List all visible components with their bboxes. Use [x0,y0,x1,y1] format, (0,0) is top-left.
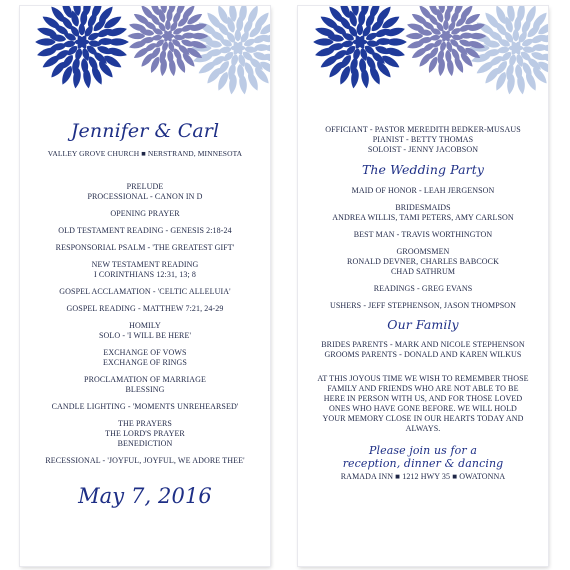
flower-petal [35,38,55,45]
officiant-line: OFFICIANT - PASTOR MEREDITH BEDKER-MUSAUS [325,125,521,134]
reception-invite-line: Please join us for a [368,444,477,457]
ceremony-line: PROCLAMATION OF MARRIAGE [84,375,206,384]
ceremony-line: RECESSIONAL - 'JOYFUL, JOYFUL, WE ADORE THEE' [45,456,245,465]
ceremony-line: OPENING PRAYER [110,209,180,218]
wedding-party-line: USHERS - JEFF STEPHENSON, JASON THOMPSON [329,301,517,310]
remembrance-line: YOUR MEMORY CLOSE IN OUR HEARTS TODAY AND [322,414,524,423]
ceremony-line: PRELUDE [126,182,164,191]
ceremony-line: NEW TESTAMENT READING [91,260,199,269]
remembrance-line: HERE IN PERSON WITH US, AND FOR THOSE LOVED [323,394,523,403]
ceremony-line: GOSPEL READING - MATTHEW 7:21, 24-29 [66,304,224,313]
pianist-line: PIANIST - BETTY THOMAS [372,135,474,144]
venue-line: VALLEY GROVE CHURCH ■ NERSTRAND, MINNESOTA [47,149,243,158]
floral-header-decoration [20,6,270,111]
remembrance-line: ALWAYS. [405,424,441,433]
ceremony-line: GOSPEL ACCLAMATION - 'CELTIC ALLELUIA' [59,287,231,296]
program-card-left [20,6,270,566]
ceremony-line: SOLO - 'I WILL BE HERE' [98,331,192,340]
ceremony-line: I CORINTHIANS 12:31, 13; 8 [94,270,196,279]
wedding-party-line: CHAD SATHRUM [390,267,456,276]
flower-bloom [191,6,270,95]
reception-venue: RAMADA INN ■ 1212 HWY 35 ■ OWATONNA [340,472,506,481]
remembrance-line: AT THIS JOYOUS TIME WE WISH TO REMEMBER THOSE [317,374,529,383]
wedding-party-line: RONALD DEVNER, CHARLES BABCOCK [347,257,499,266]
wedding-date: May 7, 2016 [78,484,212,508]
wedding-party-line: GROOMSMEN [396,247,450,256]
remembrance-line: FAMILY AND FRIENDS WHO ARE NOT ABLE TO BE [327,384,519,393]
couple-names: Jennifer & Carl [70,120,220,142]
flower-bloom [35,6,129,89]
floral-header-decoration [298,6,548,111]
ceremony-block [20,182,270,202]
ceremony-line: EXCHANGE OF VOWS [103,348,187,357]
family-line: BRIDES PARENTS - MARK AND NICOLE STEPHENSON [321,340,525,349]
reception-invite-line: reception, dinner & dancing [342,457,504,470]
ceremony-order-list [20,182,270,466]
ceremony-line: EXCHANGE OF RINGS [103,358,187,367]
flower-petal [313,38,333,45]
flower-petal [405,33,423,39]
party-program [298,125,548,482]
wedding-party-line: MAID OF HONOR - LEAH JERGENSON [351,186,495,195]
wedding-party-line: BEST MAN - TRAVIS WORTHINGTON [353,230,493,239]
ceremony-line: BENEDICTION [117,439,173,448]
remembrance-line: ONES WHO HAVE GONE BEFORE. WE WILL HOLD [329,404,517,413]
flower-bloom [469,6,548,95]
soloist-line: SOLOIST - JENNY JACOBSON [367,145,479,154]
ceremony-line: RESPONSORIAL PSALM - 'THE GREATEST GIFT' [55,243,235,252]
ceremony-line: BLESSING [125,385,165,394]
ceremony-program [20,120,270,508]
wedding-party-heading: The Wedding Party [361,162,485,177]
ceremony-line: THE LORD'S PRAYER [105,429,185,438]
program-card-right [298,6,548,566]
ceremony-line: HOMILY [129,321,161,330]
wedding-party-line: BRIDESMAIDS [395,203,451,212]
family-line: GROOMS PARENTS - DONALD AND KAREN WILKUS [324,350,522,359]
wedding-party-line: ANDREA WILLIS, TAMI PETERS, AMY CARLSON [332,213,514,222]
remembrance-paragraph [298,374,548,434]
family-heading: Our Family [387,317,459,332]
wedding-party-line: READINGS - GREG EVANS [373,284,473,293]
flower-petal [127,33,145,39]
ceremony-line: PROCESSIONAL - CANON IN D [87,192,203,201]
ceremony-line: OLD TESTAMENT READING - GENESIS 2:18-24 [58,226,232,235]
flower-bloom [127,6,208,77]
ceremony-line: THE PRAYERS [118,419,172,428]
flower-bloom [313,6,407,89]
flower-bloom [405,6,486,77]
ceremony-line: CANDLE LIGHTING - 'MOMENTS UNREHEARSED' [51,402,239,411]
